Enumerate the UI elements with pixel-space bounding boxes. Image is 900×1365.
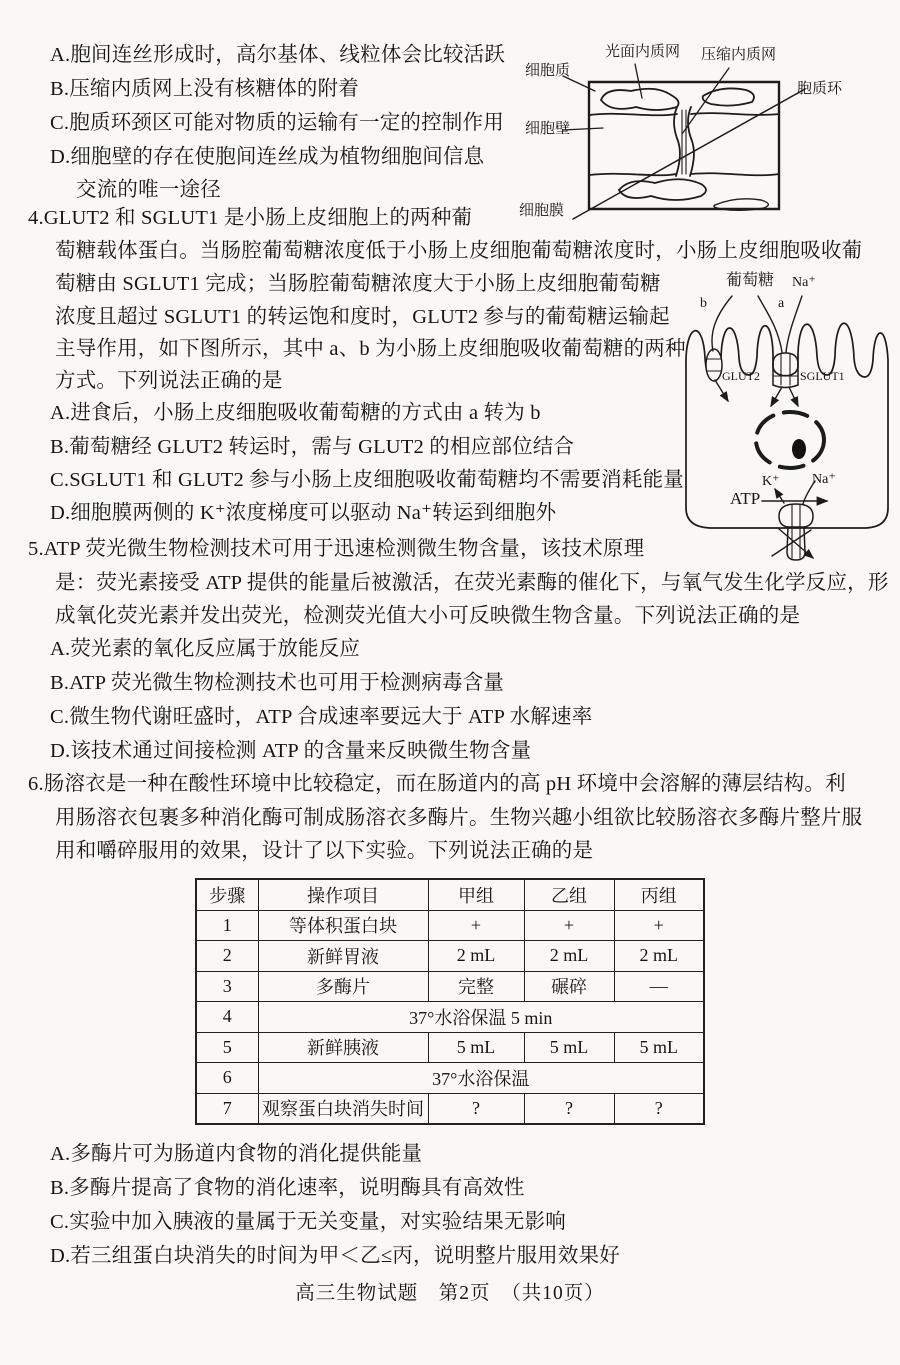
cell-item: 新鲜胰液 (258, 1032, 428, 1063)
cell-step: 1 (196, 910, 258, 941)
glucose-transport-drawing (672, 268, 898, 568)
header-group-c: 丙组 (614, 879, 704, 910)
smooth-er-label: 光面内质网 (605, 44, 681, 60)
q6-option-d: D.若三组蛋白块消失的时间为甲＜乙≤丙，说明整片服用效果好 (50, 1245, 620, 1267)
table-row (196, 910, 704, 941)
page-footer: 高三生物试题 第2页 （共10页） (295, 1283, 605, 1304)
na-bottom-label: Na⁺ (812, 472, 836, 487)
q5-option-b: B.ATP 荧光微生物检测技术也可用于检测病毒含量 (50, 672, 505, 694)
cell-b: 5 mL (524, 1032, 614, 1063)
q4-option-a: A.进食后，小肠上皮细胞吸收葡萄糖的方式由 a 转为 b (50, 402, 541, 424)
table-row (196, 971, 704, 1002)
cell-span: 37°水浴保温 5 min (258, 1002, 704, 1033)
k-label: K⁺ (762, 474, 780, 489)
q4-line-2: 萄糖载体蛋白。当肠腔葡萄糖浓度低于小肠上皮细胞葡萄糖浓度时，小肠上皮细胞吸收葡 (55, 240, 863, 262)
cell-a: 5 mL (428, 1032, 524, 1063)
cell-b: ? (524, 1093, 614, 1124)
table-row (196, 1093, 704, 1124)
cytoplasm-label: 细胞质 (525, 63, 571, 79)
q6-line-2: 用肠溶衣包裹多种消化酶可制成肠溶衣多酶片。生物兴趣小组欲比较肠溶衣多酶片整片服 (55, 807, 863, 829)
na-top-label: Na⁺ (792, 275, 816, 290)
table-row (196, 941, 704, 972)
cell-a: ? (428, 1093, 524, 1124)
cell-step: 7 (196, 1093, 258, 1124)
cell-item: 观察蛋白块消失时间 (258, 1093, 428, 1124)
q5-option-d: D.该技术通过间接检测 ATP 的含量来反映微生物含量 (50, 740, 532, 762)
cell-a: + (428, 910, 524, 941)
q4-line-1: 4.GLUT2 和 SGLUT1 是小肠上皮细胞上的两种葡 (28, 207, 473, 229)
header-group-b: 乙组 (524, 879, 614, 910)
cell-c: ? (614, 1093, 704, 1124)
path-b-label: b (700, 296, 707, 311)
q3-option-d: D.细胞壁的存在使胞间连丝成为植物细胞间信息 (50, 146, 485, 168)
q6-option-c: C.实验中加入胰液的量属于无关变量，对实验结果无影响 (50, 1211, 566, 1233)
table-header-row (196, 879, 704, 910)
cell-wall-label: 细胞壁 (525, 121, 571, 137)
glut2-label: GLUT2 (722, 369, 760, 383)
cell-b: + (524, 910, 614, 941)
q3-option-b: B.压缩内质网上没有核糖体的附着 (50, 78, 359, 100)
cell-a: 2 mL (428, 941, 524, 972)
cell-c: — (614, 971, 704, 1002)
q5-option-a: A.荧光素的氧化反应属于放能反应 (50, 638, 361, 660)
cell-c: 5 mL (614, 1032, 704, 1063)
q4-line-4: 浓度且超过 SGLUT1 的转运饱和度时，GLUT2 参与的葡萄糖运输起 (55, 306, 670, 328)
cell-c: + (614, 910, 704, 941)
cell-b: 2 mL (524, 941, 614, 972)
atp-label: ATP (730, 489, 761, 508)
cell-a: 完整 (428, 971, 524, 1002)
glucose-label: 葡萄糖 (726, 272, 775, 289)
experiment-table (195, 878, 705, 1125)
q4-option-c: C.SGLUT1 和 GLUT2 参与小肠上皮细胞吸收葡萄糖均不需要消耗能量 (50, 469, 684, 491)
cell-step: 2 (196, 941, 258, 972)
q4-option-d: D.细胞膜两侧的 K⁺浓度梯度可以驱动 Na⁺转运到细胞外 (50, 502, 557, 524)
cell-b: 碾碎 (524, 971, 614, 1002)
cell-step: 3 (196, 971, 258, 1002)
plasmodesma-diagram (505, 28, 897, 233)
cell-span: 37°水浴保温 (258, 1063, 704, 1094)
header-group-a: 甲组 (428, 879, 524, 910)
cytoplasmic-ring-label: 胞质环 (797, 81, 843, 97)
q3-option-c: C.胞质环颈区可能对物质的运输有一定的控制作用 (50, 112, 504, 134)
table-row (196, 1032, 704, 1063)
cell-membrane-label: 细胞膜 (519, 203, 565, 219)
q4-line-3: 萄糖由 SGLUT1 完成；当肠腔葡萄糖浓度大于小肠上皮细胞葡萄糖 (55, 273, 661, 295)
q4-option-b: B.葡萄糖经 GLUT2 转运时，需与 GLUT2 的相应部位结合 (50, 436, 575, 458)
cell-step: 6 (196, 1063, 258, 1094)
q4-line-5: 主导作用，如下图所示，其中 a、b 为小肠上皮细胞吸收葡萄糖的两种 (55, 338, 686, 360)
cell-item: 多酶片 (258, 971, 428, 1002)
cell-item: 新鲜胃液 (258, 941, 428, 972)
cell-item: 等体积蛋白块 (258, 910, 428, 941)
header-item: 操作项目 (258, 879, 428, 910)
q3-option-a: A.胞间连丝形成时，高尔基体、线粒体会比较活跃 (50, 44, 506, 66)
q5-option-c: C.微生物代谢旺盛时，ATP 合成速率要远大于 ATP 水解速率 (50, 706, 593, 728)
q6-option-a: A.多酶片可为肠道内食物的消化提供能量 (50, 1143, 423, 1165)
header-step: 步骤 (196, 879, 258, 910)
table-row (196, 1063, 704, 1094)
q6-line-1: 6.肠溶衣是一种在酸性环境中比较稳定，而在肠道内的高 pH 环境中会溶解的薄层结构。利 (28, 773, 846, 795)
q6-option-b: B.多酶片提高了食物的消化速率，说明酶具有高效性 (50, 1177, 525, 1199)
q5-line-2: 是：荧光素接受 ATP 提供的能量后被激活，在荧光素酶的催化下，与氧气发生化学反应，形 (55, 572, 889, 594)
path-a-label: a (778, 296, 785, 311)
cell-step: 5 (196, 1032, 258, 1063)
glucose-transport-diagram (672, 268, 898, 568)
compressed-er-label: 压缩内质网 (701, 47, 777, 63)
q6-line-3: 用和嚼碎服用的效果，设计了以下实验。下列说法正确的是 (55, 840, 594, 862)
cell-c: 2 mL (614, 941, 704, 972)
q5-line-3: 成氧化荧光素并发出荧光，检测荧光值大小可反映微生物含量。下列说法正确的是 (55, 605, 801, 627)
table-row (196, 1002, 704, 1033)
q4-line-6: 方式。下列说法正确的是 (55, 370, 283, 392)
sglut1-label: SGLUT1 (800, 369, 845, 383)
q3-option-d-cont: 交流的唯一途径 (76, 179, 221, 201)
q5-line-1: 5.ATP 荧光微生物检测技术可用于迅速检测微生物含量，该技术原理 (28, 538, 645, 560)
cell-step: 4 (196, 1002, 258, 1033)
